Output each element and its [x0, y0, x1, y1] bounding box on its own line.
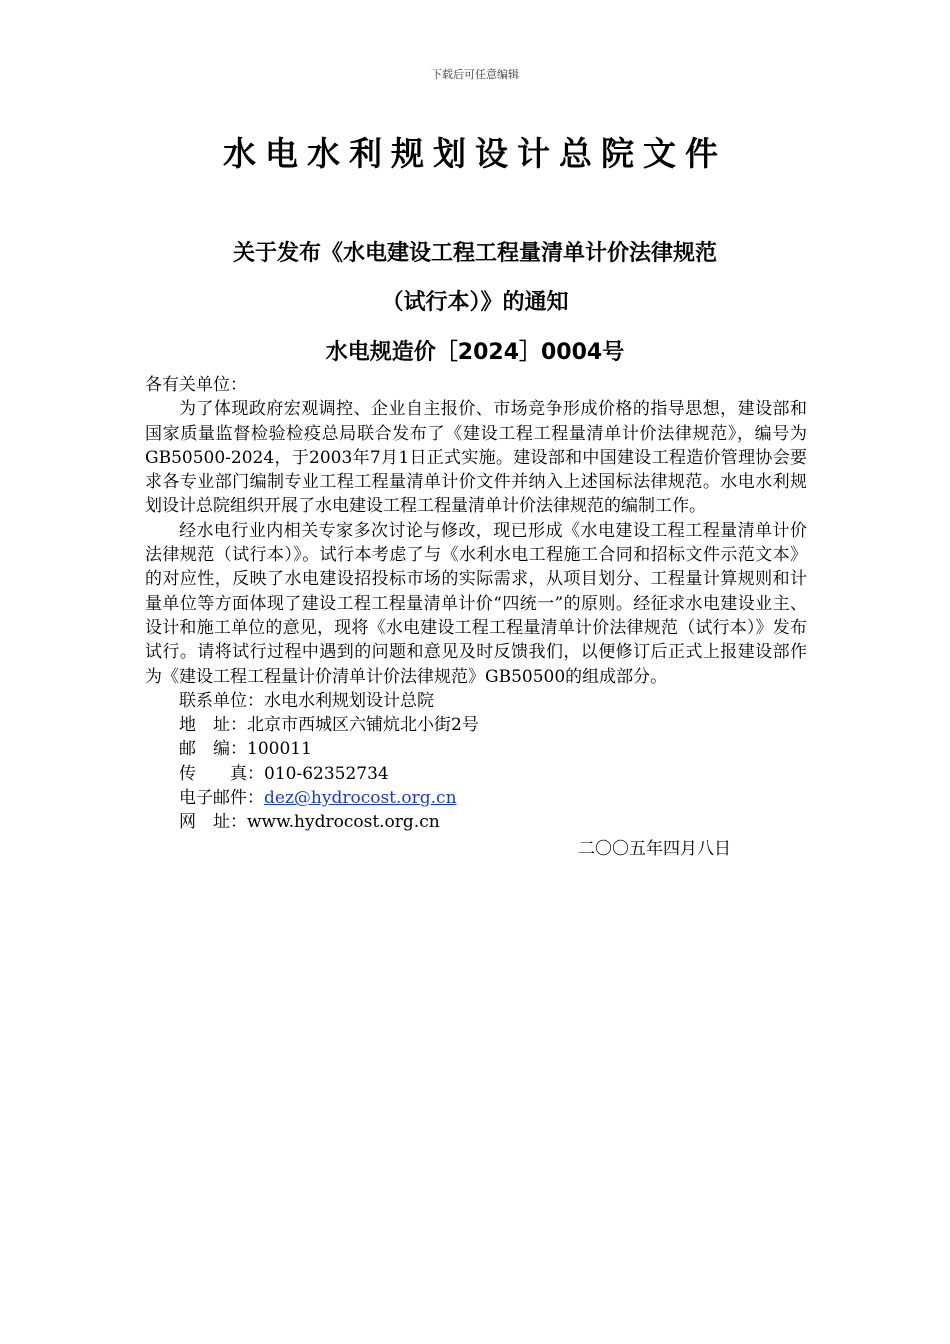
paragraph-1: 为了体现政府宏观调控、企业自主报价、市场竞争形成价格的指导思想，建设部和国家质量监督检验检疫总局联合发布了《建设工程工程量清单计价法律规范》，编号为GB50500-2024，于2003年7月1日正式实施。建设部和中国建设工程造价管理协会要求各专业部门编制专业工程工程量清单计价文件并纳入上述国标法律规范。水电水利规划设计总院组织开展了水电建设工程工程量清单计价法律规范的编制工作。 [145, 399, 807, 517]
contact-website: 网 址：www.hydrocost.org.cn [179, 812, 440, 833]
contact-email-row [145, 786, 807, 810]
issue-date: 二〇〇五年四月八日 [578, 838, 731, 859]
notice-title-line-2: （试行本）》的通知 [381, 290, 569, 315]
document-body [145, 373, 807, 861]
contact-email-link[interactable]: dez@hydrocost.org.cn [264, 788, 457, 809]
contact-postcode: 邮 编：100011 [179, 739, 312, 760]
contact-address: 地 址：北京市西城区六铺炕北小街2号 [179, 715, 479, 736]
paragraph-2: 经水电行业内相关专家多次讨论与修改，现已形成《水电建设工程工程量清单计价法律规范（试行本）》。试行本考虑了与《水利水电工程施工合同和招标文件示范文本》的对应性，反映了水电建设招投标市场的实际需求，从项目划分、工程量计算规则和计量单位等方面体现了建设工程工程量清单计价“四统一”的原则。经征求水电建设业主、设计和施工单位的意见，现将《水电建设工程工程量清单计价法律规范（试行本）》发布试行。请将试行过程中遇到的问题和意见及时反馈我们，以便修订后正式上报建设部作为《建设工程工程量计价清单计价法律规范》GB50500的组成部分。 [145, 520, 807, 687]
document-title: 水电水利规划设计总院文件 [223, 134, 727, 173]
contact-fax: 传 真：010-62352734 [179, 763, 389, 784]
contact-email-label: 电子邮件： [179, 788, 264, 809]
document-number: 水电规造价［2024］0004号 [325, 340, 625, 365]
notice-title-line-1: 关于发布《水电建设工程工程量清单计价法律规范 [232, 241, 717, 266]
salutation: 各有关单位： [145, 375, 247, 395]
header-note: 下载后可任意编辑 [431, 68, 519, 81]
contact-unit: 联系单位：水电水利规划设计总院 [179, 690, 434, 711]
